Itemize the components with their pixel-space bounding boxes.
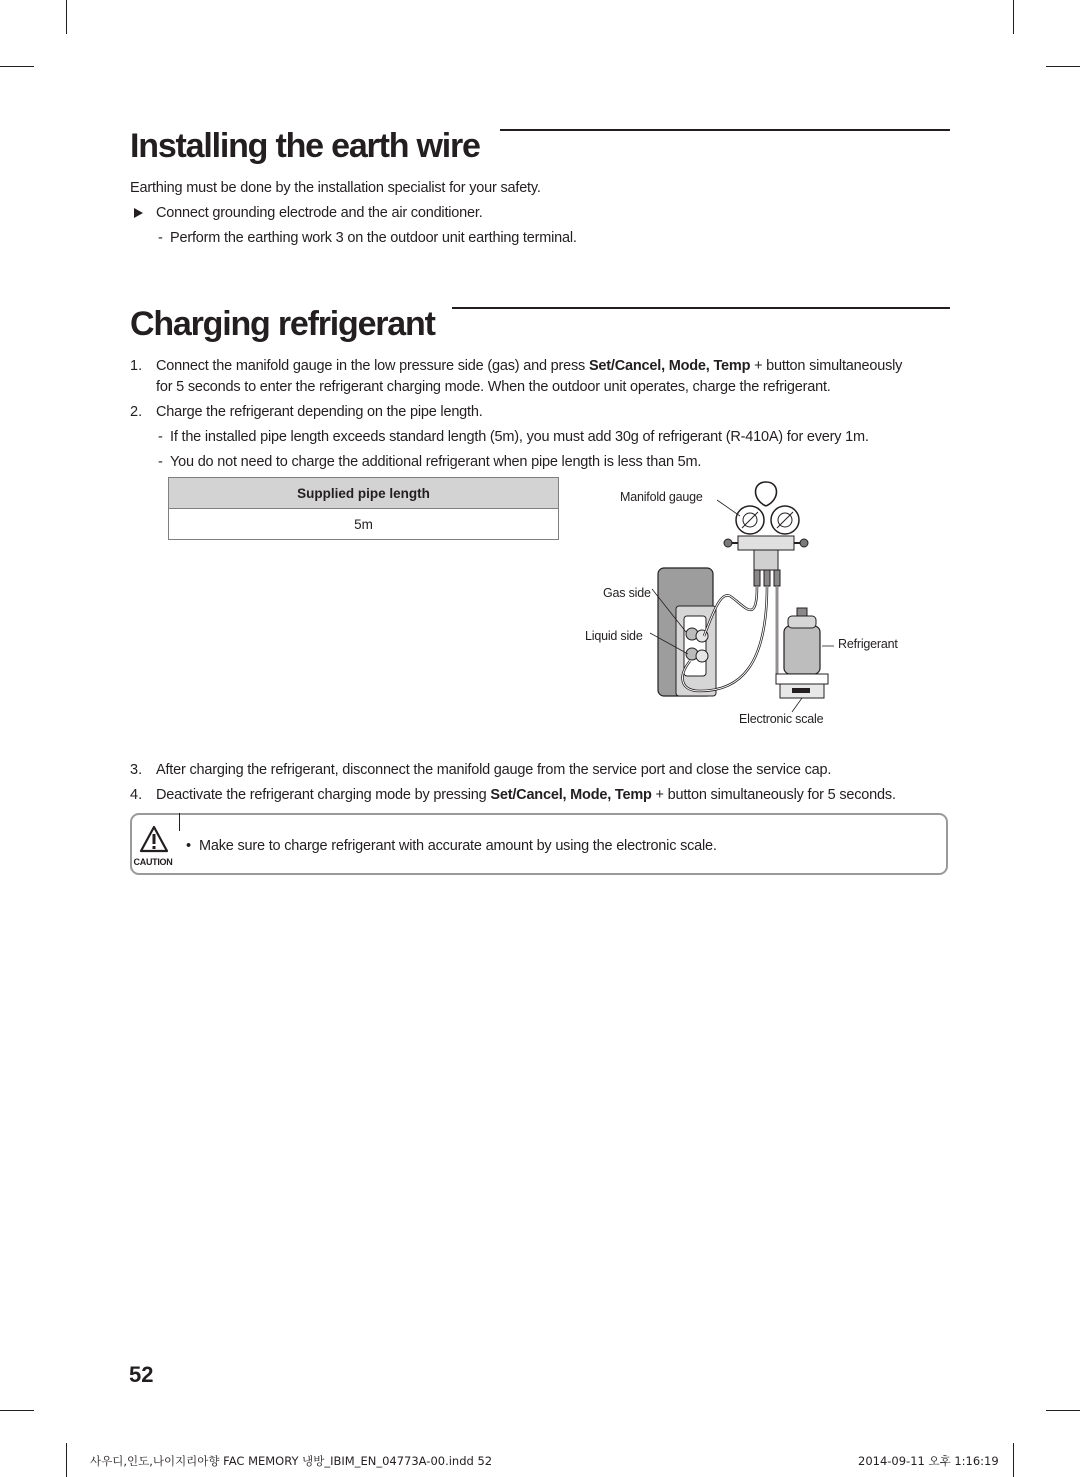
table-header: Supplied pipe length [169,478,559,509]
crop-mark [1013,0,1014,34]
dash: - [158,429,163,445]
crop-mark [0,66,34,67]
earth-bullet: Connect grounding electrode and the air conditioner. [156,205,483,221]
caution-label: CAUTION [133,857,173,867]
table-value: 5m [169,509,559,540]
title-rule [500,129,950,131]
label-electronic-scale: Electronic scale [739,712,824,726]
step-number: 2. [130,404,143,420]
step3-text: After charging the refrigerant, disconnect the manifold gauge from the service port and close the service cap. [156,762,832,778]
section-title-charging: Charging refrigerant [130,305,435,343]
dash: - [158,230,163,246]
caution-divider [179,813,180,831]
earth-sub: Perform the earthing work 3 on the outdoor unit earthing terminal. [170,230,577,246]
step2-sub2: You do not need to charge the additional refrigerant when pipe length is less than 5m. [170,454,702,470]
section-title-earth-wire: Installing the earth wire [130,127,480,165]
pipe-length-table [168,477,559,540]
label-liquid-side: Liquid side [585,629,643,643]
step1-line2: for 5 seconds to enter the refrigerant charging mode. When the outdoor unit operates, charge the refrigerant. [156,379,831,395]
step4-text: Deactivate the refrigerant charging mode by pressing Set/Cancel, Mode, Temp + button simultaneously for 5 seconds. [156,787,896,803]
caution-text: Make sure to charge refrigerant with accurate amount by using the electronic scale. [199,838,717,854]
page-number: 52 [129,1362,154,1387]
step2-sub1: If the installed pipe length exceeds standard length (5m), you must add 30g of refrigerant (R-410A) for every 1m. [170,429,869,445]
label-refrigerant: Refrigerant [838,637,898,651]
crop-mark [1013,1443,1014,1477]
title-rule [452,307,950,309]
dash: - [158,454,163,470]
crop-mark [0,1410,34,1411]
crop-mark [66,1443,67,1477]
refrigerant-charging-diagram [580,476,880,736]
label-gas-side: Gas side [603,586,651,600]
step1-text: Connect the manifold gauge in the low pressure side (gas) and press Set/Cancel, Mode, Temp + button simultaneously [156,358,903,374]
triangle-bullet-icon [134,208,143,218]
caution-bullet: • [186,838,191,854]
step-number: 4. [130,787,143,803]
earth-intro: Earthing must be done by the installation specialist for your safety. [130,180,541,196]
caution-triangle-icon [139,825,169,853]
label-manifold-gauge: Manifold gauge [620,490,703,504]
crop-mark [1046,1410,1080,1411]
step-number: 1. [130,358,143,374]
footer-file-info: 사우디,인도,나이지리아향 FAC MEMORY 냉방_IBIM_EN_04773A-00.indd 52 [90,1454,493,1468]
crop-mark [66,0,67,34]
crop-mark [1046,66,1080,67]
step2-text: Charge the refrigerant depending on the pipe length. [156,404,483,420]
footer-timestamp: 2014-09-11 오후 1:16:19 [858,1454,999,1468]
step-number: 3. [130,762,143,778]
